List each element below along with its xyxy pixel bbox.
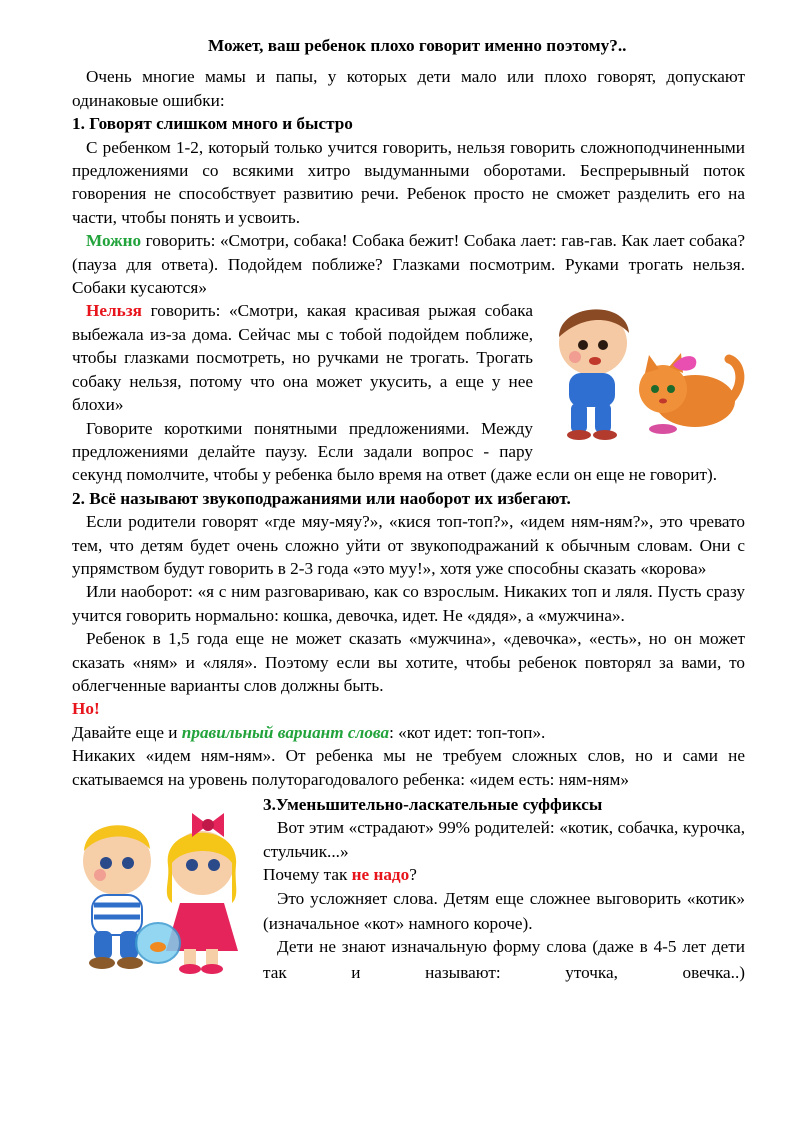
section1-heading: 1. Говорят слишком много и быстро: [72, 114, 353, 134]
not-needed-phrase: не надо: [351, 865, 410, 885]
section2-paragraph-3: Ребенок в 1,5 года еще не может сказать «мужчина», «девочка», «есть», но он может сказать «ням» и «ляля». Поэтому если вы хотите, чтобы ребенок повторял за вами, то облегченные варианты слов должны быть.: [72, 629, 745, 695]
section3-paragraph: Вот этим «страдают» 99% родителей: «котик, собачка, курочка, стульчик...»: [263, 818, 745, 861]
section2-paragraph-2: Или наоборот: «я с ним разговариваю, как со взрослым. Никаких топ и ляля. Пусть сразу учится говорить нормально: кошка, девочка, идет. Не «дядя», а «мужчина».: [72, 582, 745, 625]
but-label: Но!: [72, 699, 100, 719]
section3-heading: 3.Уменьшительно-ласкательные суффиксы: [263, 795, 603, 814]
correct-variant-phrase: правильный вариант слова: [181, 722, 390, 742]
no-more-paragraph: Никаких «идем ням-ням». От ребенка мы не требуем сложных слов, но и сами не скатываемся на уровень полуторагодовалого ребенка: «идем есть: ням-ням»: [72, 746, 745, 789]
lets-post: : «кот идет: топ-топ».: [389, 722, 546, 742]
section1-paragraph: С ребенком 1-2, который только учится говорить, нельзя говорить сложноподчиненными предложениями со всякими хитро выдуманными оборотами. Беспрерывный поток говорения не способствует развитию речи. Ребенок просто не сможет разделить его на части, чтобы понять и усвоить.: [72, 137, 745, 227]
advice-paragraph: Говорите короткими понятными предложениями. Между предложениями делайте паузу. Если задали вопрос - пару секунд помолчите, чтобы у ребенка было время на ответ (даже если он еще не говорит).: [72, 418, 718, 485]
why-post: ?: [409, 865, 417, 885]
can-word: Можно: [86, 231, 142, 251]
lets-paragraph: [72, 721, 745, 744]
section2-heading: 2. Всё называют звукоподражаниями или наоборот их избегают.: [72, 488, 571, 508]
boy-and-girl-with-fishbowl-illustration: [62, 803, 257, 978]
can-text: говорить: «Смотри, собака! Собака бежит! Собака лает: гав-гав. Как лает собака? (пауза для ответа). Подойдем поближе? Глазками посмотрим. Руками трогать нельзя. Собаки кусаются»: [72, 231, 745, 298]
intro-paragraph: Очень многие мамы и папы, у которых дети мало или плохо говорят, допускают одинаковые ошибки:: [72, 67, 745, 110]
bullet-1-text: Это усложняет слова. Детям еще сложнее выговорить «котик» (изначальное «кот» намного короче).: [263, 888, 745, 934]
boy-with-cat-illustration: [545, 303, 745, 443]
why-pre: Почему так: [263, 865, 352, 885]
lets-pre: Давайте еще и: [72, 722, 182, 742]
cannot-word: Нельзя: [86, 301, 142, 321]
bullet-2-text: Дети не знают изначальную форму слова (даже в 4-5 лет дети так и называют: уточка, овечка..): [263, 937, 745, 982]
cannot-text: говорить: «Смотри, какая красивая рыжая собака выбежала из-за дома. Сейчас мы с тобой подойдем поближе, чтобы глазками посмотреть, но ручками не трогать. Трогать собаку нельзя, потому что она может укусить, а еще у нее блохи»: [72, 301, 533, 415]
page-title: Может, ваш ребенок плохо говорит именно поэтому?..: [208, 36, 627, 55]
page-body: [72, 34, 745, 984]
can-paragraph: [72, 229, 745, 299]
section2-paragraph-1: Если родители говорят «где мяу-мяу?», «кися топ-топ?», «идем ням-ням?», это чревато тем, что детям будет очень сложно уйти от звукоподражаний к обычным словам. Они с упрямством будут говорить в 2-3 года «это муу!», хотя уже способны сказать «корова»: [72, 512, 745, 578]
